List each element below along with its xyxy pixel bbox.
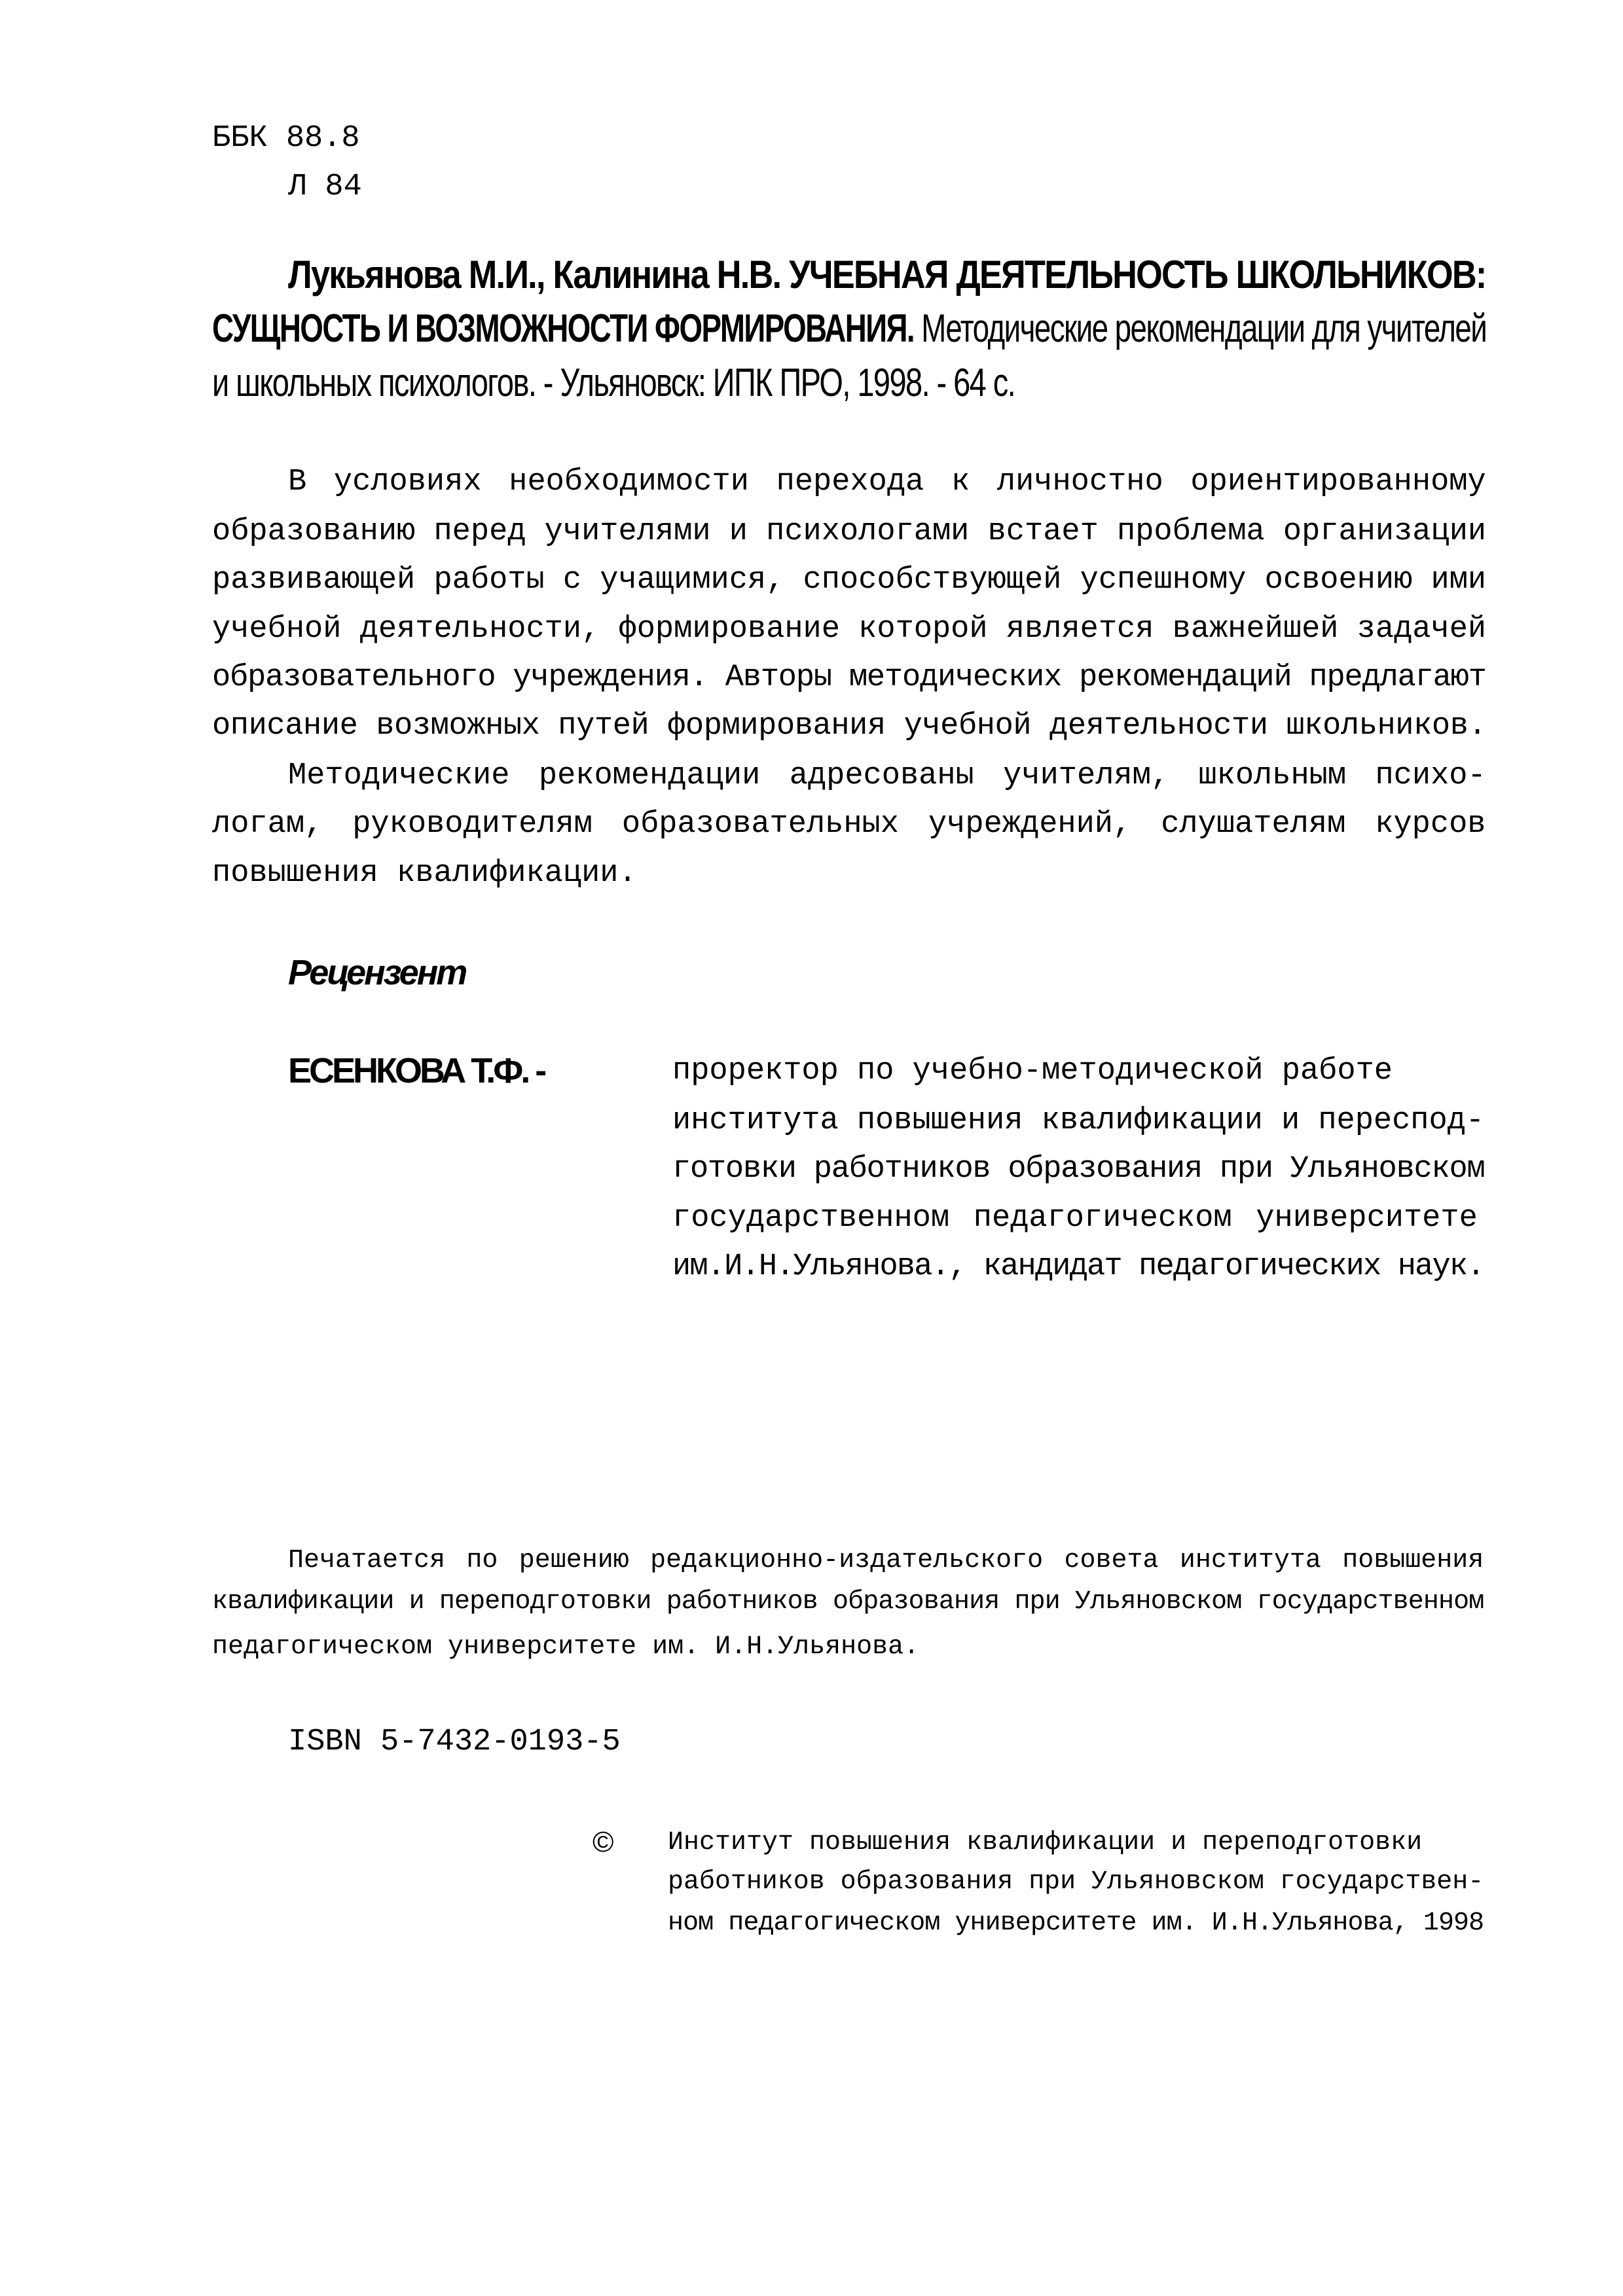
abstract-line: развивающей работы с учащимися, способствующей успешному освоению ими (212, 563, 1487, 598)
reviewer-info-line: института повышения квалификации и переспод- (672, 1103, 1485, 1138)
reviewer-info-line: им.И.Н.Ульянова., кандидат педагогических наук. (672, 1249, 1484, 1284)
citation-title-part: СУЩНОСТЬ И ВОЗМОЖНОСТИ ФОРМИРОВАНИЯ. (212, 306, 915, 350)
abstract-line: Методические рекомендации адресованы учителям, школьным психо- (288, 759, 1486, 793)
citation-line-1: Лукьянова М.И., Калинина Н.В. УЧЕБНАЯ ДЕЯТЕЛЬНОСТЬ ШКОЛЬНИКОВ: (288, 253, 1486, 296)
print-note-line: Печатается по решению редакционно-издательского совета института повышения (288, 1546, 1484, 1575)
copyright-icon: © (593, 1826, 614, 1858)
print-note-line: педагогическом университете им. И.Н.Ульянова. (212, 1632, 920, 1662)
copyright-line: работников образования при Ульяновском государствен- (668, 1867, 1484, 1897)
reviewer-info-line: государственном педагогическом университете (672, 1201, 1478, 1236)
abstract-line: образовательного учреждения. Авторы методических рекомендаций предлагают (212, 660, 1486, 695)
reviewer-heading: Рецензент (288, 953, 466, 992)
abstract-line: логам, руководителям образовательных учреждений, слушателям курсов (212, 807, 1486, 842)
abstract-line: образованию перед учителями и психологами встает проблема организации (212, 514, 1487, 549)
citation-line-3: и школьных психологов. - Ульяновск: ИПК ПРО, 1998. - 64 с. (212, 361, 1015, 404)
print-note-line: квалификации и переподготовки работников образования при Ульяновском государственном (212, 1587, 1484, 1617)
citation-subtitle-part: Методические рекомендации для учителей (914, 306, 1487, 350)
reviewer-info-line: проректор по учебно-методической работе (672, 1054, 1393, 1088)
abstract-line: повышения квалификации. (212, 856, 637, 891)
author-index: Л 84 (288, 170, 362, 204)
isbn: ISBN 5-7432-0193-5 (288, 1725, 621, 1759)
citation-line-2 (212, 306, 1486, 351)
copyright-line: Институт повышения квалификации и переподготовки (668, 1828, 1423, 1857)
copyright-line: ном педагогическом университете им. И.Н.Ульянова, 1998 (668, 1909, 1484, 1938)
reviewer-name: ЕСЕНКОВА Т.Ф. - (288, 1051, 545, 1090)
bbk-code: ББК 88.8 (212, 121, 360, 156)
abstract-line: В условиях необходимости перехода к личностно ориентированному (288, 465, 1486, 499)
abstract-line: учебной деятельности, формирование которой является важнейшей задачей (212, 612, 1487, 647)
abstract-line: описание возможных путей формирования учебной деятельности школьников. (212, 709, 1487, 744)
reviewer-info-line: готовки работников образования при Ульяновском (672, 1152, 1485, 1187)
